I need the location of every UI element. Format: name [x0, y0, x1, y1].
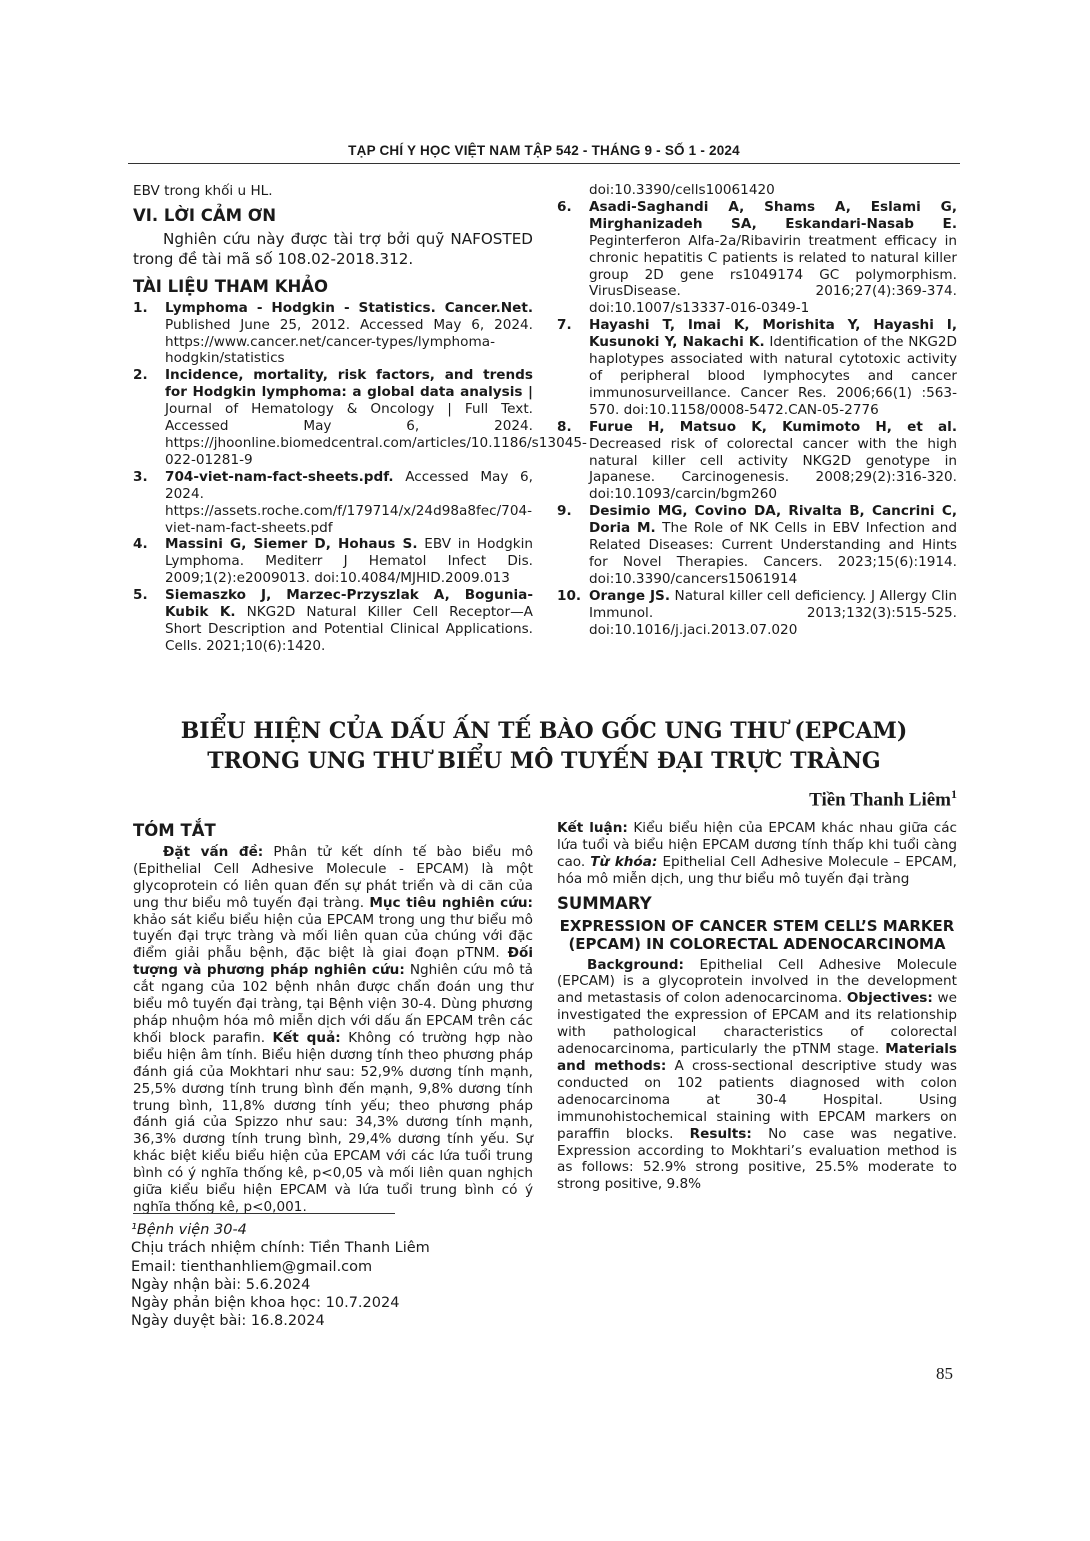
header-rule — [128, 163, 960, 164]
reference-item — [133, 469, 533, 537]
summary-heading: SUMMARY — [557, 893, 652, 913]
footnote-corresponding: Chịu trách nhiệm chính: Tiền Thanh Liêm — [131, 1240, 430, 1257]
reference-authors: Furue H, Matsuo K, Kumimoto H, et al. — [589, 418, 957, 435]
footnote-reviewed: Ngày phản biện khoa học: 10.7.2024 — [131, 1295, 400, 1312]
reference-list-right — [557, 199, 957, 639]
reference-item — [557, 317, 957, 418]
reference-authors: 704-viet-nam-fact-sheets.pdf. — [165, 468, 394, 485]
text-objectives: we investigated the expression of EPCAM and its relationship with pathological characteristics of colorectal adenocarcinoma, particularly the pTNM stage. — [557, 990, 957, 1058]
reference-number: 3. — [133, 468, 148, 485]
reference-number: 1. — [133, 299, 148, 316]
footnote-received: Ngày nhận bài: 5.6.2024 — [131, 1276, 311, 1293]
reference-number: 10. — [557, 587, 582, 604]
reference-item — [557, 503, 957, 588]
reference-item — [133, 367, 587, 468]
text-doi-tuong: Nghiên cứu mô tả cắt ngang của 102 bệnh nhân được chẩn đoán ung thư biểu mô tuyến đại tràng, tại Bệnh viện 30-4. Dùng phương pháp nhuộm hóa mô miễn dịch với dấu ấn EPCAM trên các khối block parafin. — [133, 962, 533, 1046]
reference-number: 5. — [133, 587, 148, 604]
reference-item — [133, 587, 533, 655]
label-ket-qua: Kết quả: — [272, 1029, 341, 1046]
journal-header: TẠP CHÍ Y HỌC VIỆT NAM TẬP 542 - THÁNG 9 - SỐ 1 - 2024 — [348, 143, 740, 158]
article-title-line-1: BIỂU HIỆN CỦA DẤU ẤN TẾ BÀO GỐC UNG THƯ (EPCAM) — [180, 718, 908, 744]
abstract-continuation-column — [557, 820, 957, 1193]
reference-item — [133, 536, 533, 587]
text-background: Epithelial Cell Adhesive Molecule (EPCAM) is a glycoprotein involved in the development and metastasis of colon adenocarcinoma. — [557, 956, 957, 1007]
reference-details: Journal of Hematology & Oncology | Full Text. Accessed May 6, 2024. https://jhoonline.biomedcentral.com/articles/10.1186/s13045-022-01281-9 — [165, 401, 587, 468]
reference-number: 6. — [557, 198, 572, 215]
footnote-affiliation: ¹Bệnh viện 30-4 — [131, 1222, 247, 1238]
label-objectives: Objectives: — [846, 990, 933, 1007]
reference-details: The Role of NK Cells in EBV Infection and Related Diseases: Current Understanding and Hints for Novel Therapies. Cancers. 2023;15(6):1914. doi:10.3390/cancers15061914 — [589, 520, 957, 587]
prev-tail-text: EBV trong khối u HL. — [133, 183, 273, 199]
reference-list-left — [133, 299, 587, 655]
footnote-accepted: Ngày duyệt bài: 16.8.2024 — [131, 1313, 325, 1330]
text-ket-luan: Kiểu biểu hiện của EPCAM khác nhau giữa các lứa tuổi và biểu hiện EPCAM dương tính thấp khi tuổi càng cao. — [557, 820, 958, 870]
reference-authors: Orange JS. — [589, 587, 671, 604]
reference-authors: Massini G, Siemer D, Hohaus S. — [165, 536, 418, 553]
reference-details: Published June 25, 2012. Accessed May 6, 2024. https://www.cancer.net/cancer-types/lymphoma-hodgkin/statistics — [165, 316, 533, 367]
reference-authors: Siemaszko J, Marzec-Przyszlak A, Bogunia-Kubik K. — [165, 587, 533, 621]
author-name: Tiền Thanh Liêm — [809, 789, 951, 811]
ack-text: Nghiên cứu này được tài trợ bởi quỹ NAFOSTED trong đề tài mã số 108.02-2018.312. — [133, 229, 533, 268]
reference-item — [557, 419, 957, 504]
footnote-rule — [133, 1213, 395, 1214]
label-background: Background: — [587, 956, 684, 973]
abstract-vietnamese-column — [133, 823, 533, 1216]
reference-details: Peginterferon Alfa-2a/Ribavirin treatment efficacy in chronic hepatitis C patients is related to natural killer group 2D gene rs1049174 GC polymorphism. VirusDisease. 2016;27(4):369-374. doi:10.1007/s13337-016-0349-1 — [589, 232, 957, 317]
reference-number: 2. — [133, 367, 148, 384]
reference-details: EBV in Hodgkin Lymphoma. Mediterr J Hematol Infect Dis. 2009;1(2):e2009013. doi:10.4084/MJHID.2009.013 — [165, 536, 533, 587]
ack-heading: VI. LỜI CẢM ƠN — [133, 205, 276, 225]
reference-carry-over: doi:10.3390/cells10061420 — [589, 182, 775, 198]
abstract-vietnamese-continuation — [557, 820, 957, 888]
summary-title: EXPRESSION OF CANCER STEM CELL’S MARKER (EPCAM) IN COLORECTAL ADENOCARCINOMA — [559, 916, 955, 953]
reference-item — [133, 300, 533, 368]
reference-item — [557, 588, 957, 639]
reference-authors: Hayashi T, Imai K, Morishita Y, Hayashi I, Kusunoki Y, Nakachi K. — [589, 317, 957, 351]
text-results: No case was negative. Expression according to Mokhtari’s evaluation method is as follows: 52.9% strong positive, 25.5% moderate to strong positive, 9.8% — [557, 1125, 957, 1193]
reference-details: Decreased risk of colorectal cancer with the high natural killer cell activity NKG2D genotype in Japanese. Carcinogenesis. 2008;29(2):316-320. doi:10.1093/carcin/bgm260 — [589, 435, 957, 503]
reference-number: 8. — [557, 418, 572, 435]
reference-number: 4. — [133, 536, 148, 553]
reference-item — [557, 199, 957, 317]
text-muc-tieu: khảo sát kiểu biểu hiện của EPCAM trong ung thư biểu mô tuyến đại trực tràng và mối liên quan của chúng với đặc điểm giải phẫu bệnh, đặc biệt là giai đoạn pTNM. — [133, 911, 533, 962]
article-author — [809, 787, 957, 811]
prev-article-left-column — [133, 183, 587, 655]
label-tu-khoa: Từ khóa: — [590, 853, 658, 870]
prev-article-right-column — [557, 182, 957, 638]
label-dat-van-de: Đặt vấn đề: — [163, 843, 264, 860]
reference-details: Identification of the NKG2D haplotypes associated with natural cytotoxic activity of peripheral blood lymphocytes and cancer immunosurveillance. Cancer Res. 2006;66(1) :563-570. doi:10.1158/0008-5472.CAN-05-2776 — [589, 334, 957, 418]
page-number: 85 — [936, 1364, 953, 1383]
reference-authors: Asadi-Saghandi A, Shams A, Eslami G, Mirghanizadeh SA, Eskandari-Nasab E. — [589, 198, 957, 232]
label-results: Results: — [689, 1125, 752, 1142]
abstract-english-text — [557, 957, 957, 1194]
tomtat-heading: TÓM TẮT — [133, 821, 216, 840]
reference-authors: Desimio MG, Covino DA, Rivalta B, Cancrini C, Doria M. — [589, 503, 957, 537]
text-ket-qua: Không có trường hợp nào biểu hiện âm tính. Biểu hiện dương tính theo phương pháp đánh giá của Mokhtari như sau: 52,9% dương tính mạnh, 25,5% dương tính trung bình đến mạnh, 9,8% dương tính trung bình, 11,8% dương tính yếu; theo phương pháp đánh giá của Spizzo như sau: 34,3% dương tính mạnh, 36,3% dương tính trung bình, 29,4% dương tính yếu. Sự khác biệt kiểu biểu hiện của EPCAM với các lứa tuổi trung bình có ý nghĩa thống kê, p<0,05 và mối liên quan nghịch giữa kiểu biểu hiện EPCAM và lứa tuổi trung bình có ý nghĩa thống kê, p<0,001. — [133, 1029, 533, 1215]
footnote — [131, 1221, 531, 1331]
text-methods: A cross-sectional descriptive study was conducted on 102 patients diagnosed with colon adenocarcinoma at 30-4 Hospital. Using immunohistochemical staining with EPCAM markers on paraffin blocks. — [557, 1057, 957, 1142]
reference-number: 9. — [557, 503, 572, 520]
reference-number: 7. — [557, 317, 572, 334]
text-dat-van-de: Phân tử kết dính tế bào biểu mô (Epithelial Cell Adhesive Molecule - EPCAM) là một glycoprotein có liên quan đến sự phát triển và di căn của ung thư biểu mô tuyến đại tràng. — [133, 843, 534, 911]
abstract-vietnamese-text — [133, 844, 533, 1216]
label-methods: Materials and methods: — [557, 1041, 957, 1074]
text-tu-khoa: Epithelial Cell Adhesive Molecule – EPCAM, hóa mô miễn dịch, ung thư biểu mô tuyến đại tràng — [557, 853, 957, 887]
label-ket-luan: Kết luận: — [557, 820, 628, 836]
reference-details: Natural killer cell deficiency. J Allergy Clin Immunol. 2013;132(3):515-525. doi:10.1016/j.jaci.2013.07.020 — [589, 587, 957, 638]
reference-details: NKG2D Natural Killer Cell Receptor—A Short Description and Potential Clinical Applications. Cells. 2021;10(6):1420. — [165, 604, 533, 654]
label-doi-tuong: Đối tượng và phương pháp nghiên cứu: — [133, 945, 533, 979]
article-title — [128, 716, 960, 776]
footnote-email: Email: tienthanhliem@gmail.com — [131, 1258, 373, 1275]
reference-details: Accessed May 6, 2024. https://assets.roche.com/f/179714/x/24d98a8fec/704-viet-nam-fact-sheets.pdf — [165, 468, 533, 536]
reference-authors: Lymphoma - Hodgkin - Statistics. Cancer.Net. — [165, 299, 533, 316]
label-muc-tieu: Mục tiêu nghiên cứu: — [369, 894, 533, 911]
reference-authors: Incidence, mortality, risk factors, and trends for Hodgkin lymphoma: a global data analysis | — [165, 367, 533, 401]
author-affiliation-mark: 1 — [951, 787, 957, 801]
refs-heading: TÀI LIỆU THAM KHẢO — [133, 276, 329, 296]
article-title-line-2: TRONG UNG THƯ BIỂU MÔ TUYẾN ĐẠI TRỰC TRÀNG — [207, 748, 881, 774]
